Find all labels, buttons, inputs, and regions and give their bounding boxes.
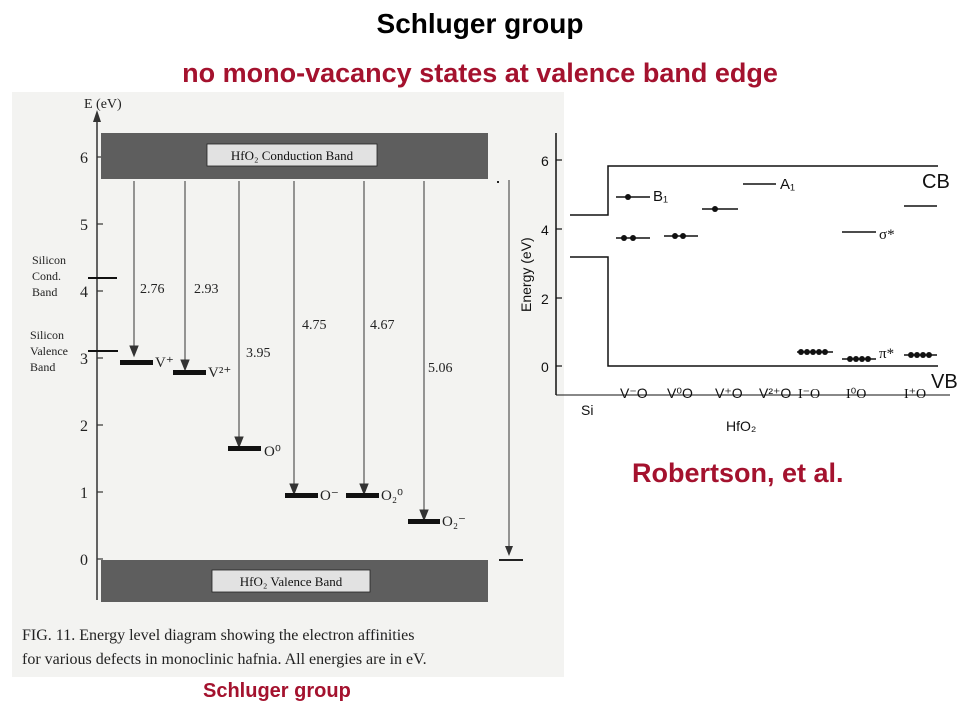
- si-label: Si: [581, 402, 594, 418]
- level-o-0: [228, 446, 261, 451]
- right-y-tick-4: 4: [541, 222, 549, 238]
- label-b1: B₁: [653, 188, 669, 205]
- right-y-tick-6: 6: [541, 153, 549, 169]
- transition-value-4: 4.75: [302, 318, 327, 333]
- left-y-tick-2: 2: [80, 418, 88, 435]
- right-y-tick-0: 0: [541, 359, 549, 375]
- left-y-axis-label: E (eV): [84, 97, 122, 112]
- level-label-1: V⁺: [155, 355, 174, 371]
- level-o2-minus: [408, 519, 440, 524]
- left-energy-diagram: [12, 92, 564, 677]
- left-y-tick-4: 4: [80, 284, 88, 301]
- silicon-cond-label-line1: Silicon: [32, 253, 67, 267]
- robertson-credit: Robertson, et al.: [632, 458, 844, 488]
- right-level-labels: [653, 176, 895, 362]
- defect-label-5: I⁻O: [798, 387, 821, 402]
- transition-value-1: 2.76: [140, 282, 165, 297]
- left-y-tick-6: 6: [80, 150, 88, 167]
- defect-label-7: I⁺O: [904, 387, 927, 402]
- label-pi: π*: [879, 346, 895, 362]
- silicon-valence-label-line1: Silicon: [30, 328, 65, 342]
- left-conduction-band-label: HfO₂ Conduction Band: [230, 148, 354, 163]
- level-v-plus: [120, 360, 153, 365]
- defect-label-6: I⁰O: [846, 387, 867, 402]
- right-y-tick-2: 2: [541, 291, 549, 307]
- vb-label: VB: [931, 371, 958, 393]
- right-electron-dots: [621, 194, 932, 362]
- left-y-tick-1: 1: [80, 485, 88, 502]
- level-label-3: O⁰: [264, 444, 281, 460]
- transition-value-2: 2.93: [194, 282, 219, 297]
- label-a1: A₁: [780, 176, 796, 193]
- right-conduction-band-edge: [570, 166, 938, 215]
- level-o2-0: [346, 493, 379, 498]
- label-sigma: σ*: [879, 227, 895, 243]
- silicon-cond-label-line3: Band: [32, 285, 58, 299]
- transition-value-6: 5.06: [428, 361, 453, 376]
- hfo2-label: HfO₂: [726, 418, 757, 434]
- right-defect-levels: [616, 184, 937, 359]
- defect-label-3: V⁺O: [715, 385, 743, 401]
- slide-title: Schluger group: [376, 8, 584, 39]
- silicon-valence-label-line2: Valence: [30, 344, 68, 358]
- right-defect-labels: [620, 385, 926, 402]
- level-v-2plus: [173, 370, 206, 375]
- left-y-tick-5: 5: [80, 217, 88, 234]
- level-o-minus: [285, 493, 318, 498]
- transition-value-3: 3.95: [246, 346, 271, 361]
- right-y-axis-label: Energy (eV): [518, 237, 534, 312]
- silicon-cond-label-line2: Cond.: [32, 269, 62, 283]
- defect-label-2: V⁰O: [667, 385, 693, 401]
- level-label-6: O₂⁻: [442, 514, 466, 530]
- slide-subtitle: no mono-vacancy states at valence band edge: [182, 58, 778, 88]
- level-label-4: O⁻: [320, 488, 339, 504]
- left-valence-band-label: HfO₂ Valence Band: [239, 574, 343, 589]
- schluger-credit: Schluger group: [203, 680, 351, 702]
- level-label-2: V²⁺: [208, 365, 232, 381]
- left-y-tick-0: 0: [80, 552, 88, 569]
- silicon-valence-label-line3: Band: [30, 360, 56, 374]
- cb-label: CB: [922, 171, 950, 193]
- figure-caption-line1: FIG. 11. Energy level diagram showing the electron affinities: [22, 627, 415, 644]
- defect-label-4: V²⁺O: [759, 385, 792, 401]
- left-y-tick-3: 3: [80, 351, 88, 368]
- level-label-5: O₂⁰: [381, 488, 404, 504]
- defect-label-1: V⁻O: [620, 385, 648, 401]
- figure-caption-line2: for various defects in monoclinic hafnia. All energies are in eV.: [22, 651, 427, 668]
- transition-value-5: 4.67: [370, 318, 395, 333]
- right-energy-diagram: [518, 133, 958, 434]
